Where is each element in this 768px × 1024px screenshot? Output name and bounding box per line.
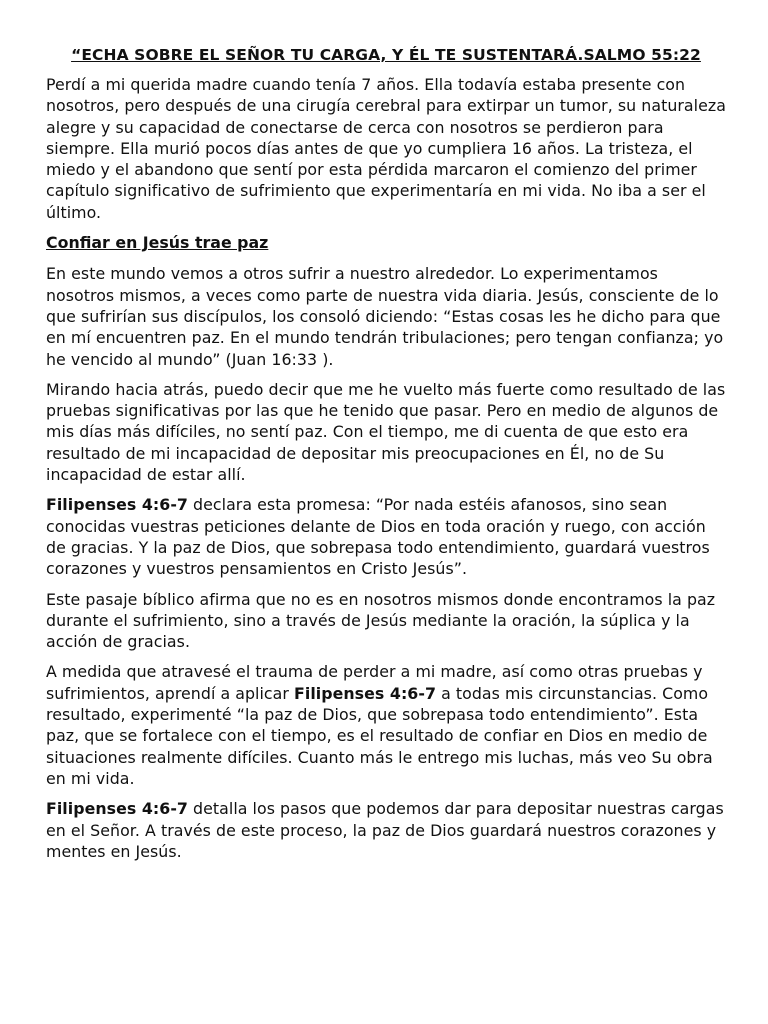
- paragraph-world-suffering: En este mundo vemos a otros sufrir a nuestro alrededor. Lo experimentamos nosotros mismos, a veces como parte de nuestra vida diaria. Jesús, consciente de lo que sufrirían sus discípulos, los consoló diciendo: “Estas cosas les he dicho para que en mí encuentren paz. En el mundo tendrán tribulaciones; pero tengan confianza; yo he vencido al mundo” (Juan 16:33 ).: [46, 264, 724, 369]
- paragraph-text-after: a todas mis circunstancias. Como resultado, experimenté “la paz de Dios, que sobrepasa todo entendimiento”. Esta paz, que se fortalece con el tiempo, es el resultado de confiar en Dios en medio de situaciones realmente difíciles. Cuanto más le entrego mis luchas, más veo Su obra en mi vida.: [46, 683, 713, 788]
- paragraph-looking-back: Mirando hacia atrás, puedo decir que me he vuelto más fuerte como resultado de las pruebas significativas por las que he tenido que pasar. Pero en medio de algunos de mis días más difíciles, no sentí paz. Con el tiempo, me di cuenta de que esto era resultado de mi incapacidad de depositar mis preocupaciones en Él, no de Su incapacidad de estar allí.: [46, 379, 726, 485]
- scripture-reference: Filipenses 4:6-7: [294, 683, 437, 703]
- paragraph-text: detalla los pasos que podemos dar para depositar nuestras cargas en el Señor. A través de este proceso, la paz de Dios guardará nuestros corazones y mentes en Jesús.: [46, 799, 724, 861]
- paragraph-filipenses-promise: [46, 494, 726, 579]
- paragraph-steps: [46, 798, 726, 862]
- document-title: “ECHA SOBRE EL SEÑOR TU CARGA, Y ÉL TE SUSTENTARÁ.SALMO 55:22: [71, 46, 701, 64]
- paragraph-text: declara esta promesa: “Por nada estéis afanosos, sino sean conocidas vuestras peticiones delante de Dios en toda oración y ruego, con acción de gracias. Y la paz de Dios, que sobrepasa todo entendimiento, guardará vuestros corazones y vuestros pensamientos en Cristo Jesús”.: [46, 495, 710, 579]
- paragraph-trauma: [46, 661, 726, 789]
- paragraph-biblical-passage: Este pasaje bíblico afirma que no es en nosotros mismos donde encontramos la paz durante el sufrimiento, sino a través de Jesús mediante la oración, la súplica y la acción de gracias.: [46, 589, 716, 652]
- paragraph-intro: Perdí a mi querida madre cuando tenía 7 años. Ella todavía estaba presente con nosotros, pero después de una cirugía cerebral para extirpar un tumor, su naturaleza alegre y su capacidad de conectarse de cerca con nosotros se perdieron para siempre. Ella murió pocos días antes de que yo cumpliera 16 años. La tristeza, el miedo y el abandono que sentí por esta pérdida marcaron el comienzo del primer capítulo significativo de sufrimiento que experimentaría en mi vida. No iba a ser el último.: [46, 75, 726, 222]
- paragraph-text-before: A medida que atravesé el trauma de perder a mi madre, así como otras pruebas y sufrimientos, aprendí a aplicar: [46, 662, 703, 703]
- scripture-reference: Filipenses 4:6-7: [46, 495, 188, 515]
- scripture-reference: Filipenses 4:6-7: [46, 799, 188, 819]
- section-heading: Confiar en Jesús trae paz: [46, 233, 269, 253]
